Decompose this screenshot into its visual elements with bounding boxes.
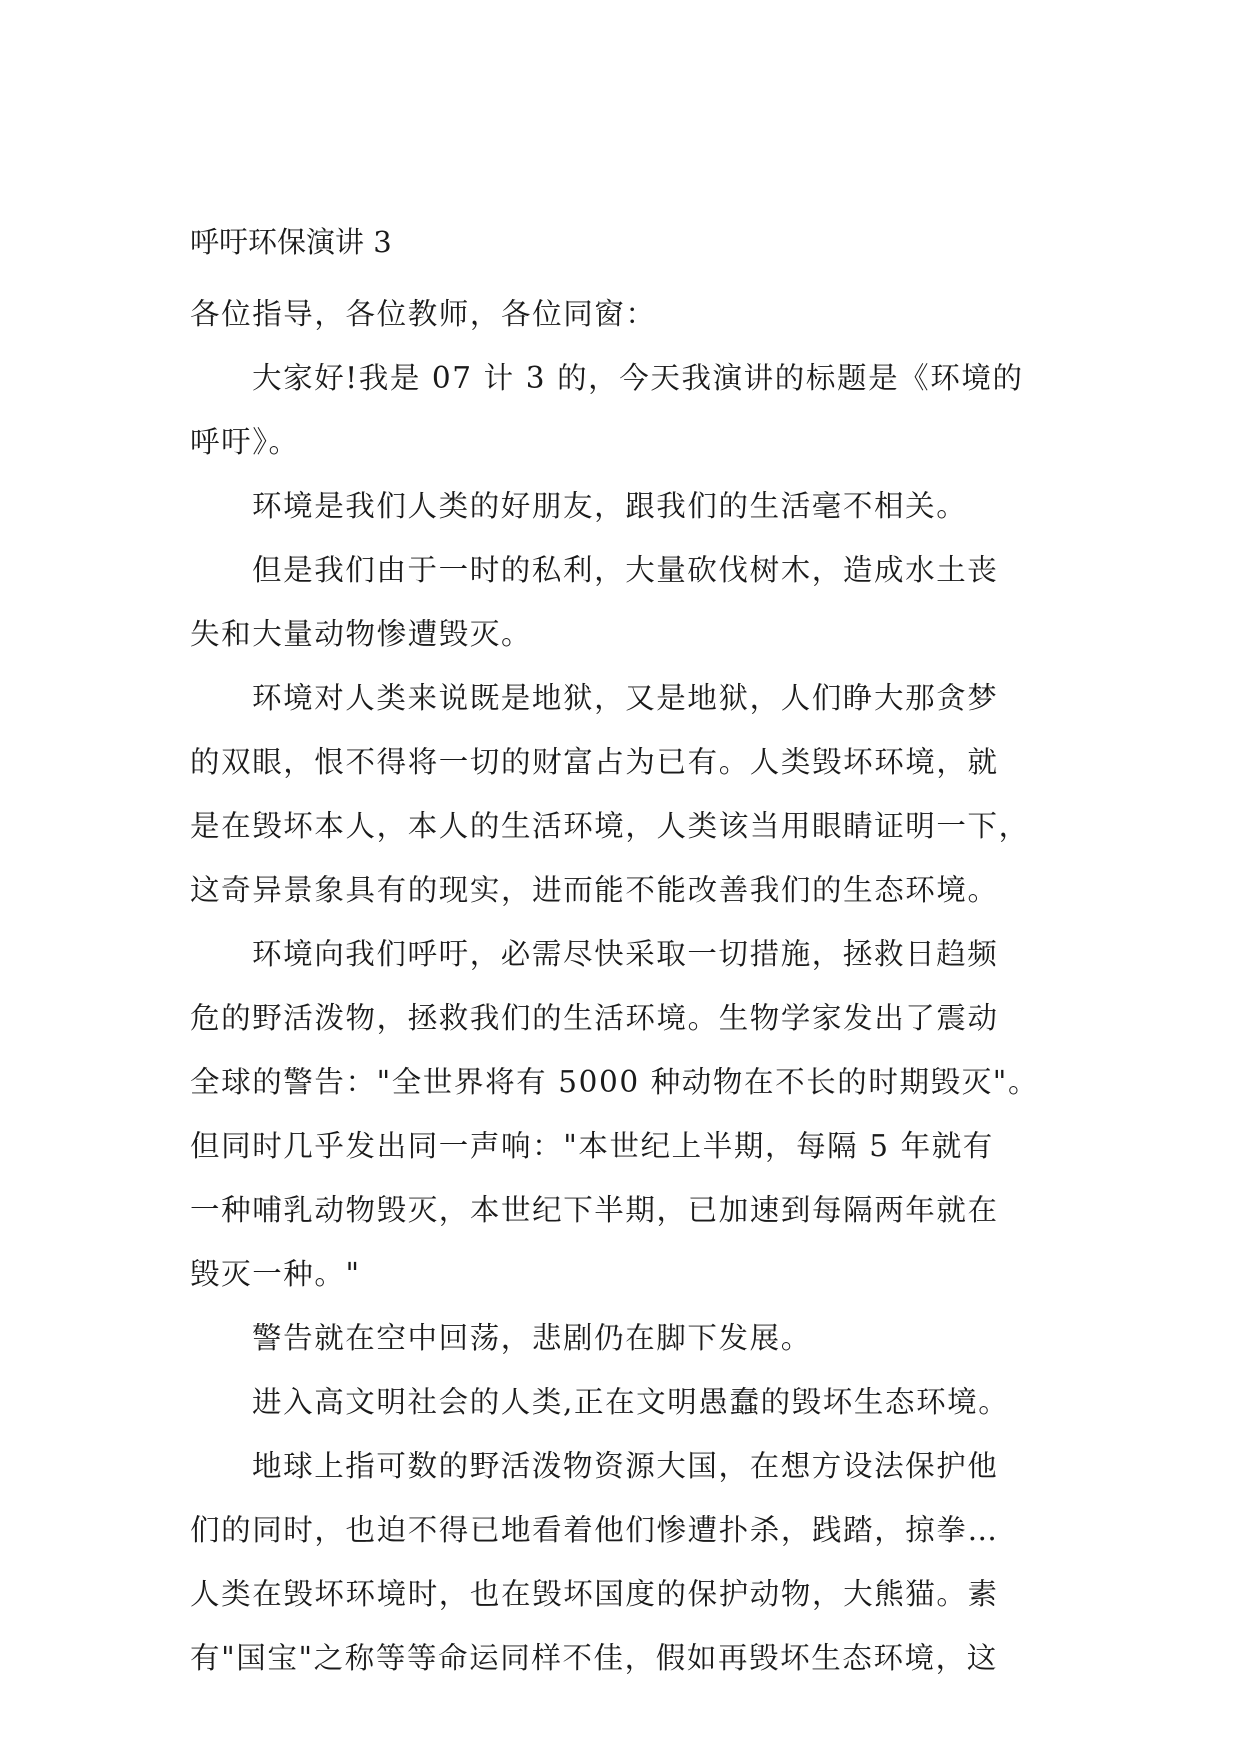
text-line: 的双眼，恨不得将一切的财富占为已有。人类毁坏环境，就 — [190, 745, 999, 779]
text-line: 但同时几乎发出同一声响："本世纪上半期，每隔 5 年就有 — [190, 1129, 994, 1163]
text-line: 毁灭一种。" — [190, 1257, 361, 1291]
text-line: 们的同时，也迫不得已地看着他们惨遭扑杀，践踏，掠拳… — [190, 1513, 999, 1547]
document-body — [190, 222, 1050, 1690]
text-line: 这奇异景象具有的现实，进而能不能改善我们的生态环境。 — [190, 873, 999, 907]
text-line: 各位指导，各位教师，各位同窗： — [190, 297, 657, 331]
text-line: 失和大量动物惨遭毁灭。 — [190, 617, 533, 651]
text-line: 环境是我们人类的好朋友，跟我们的生活毫不相关。 — [252, 489, 968, 523]
text-line: 有"国宝"之称等等命运同样不佳，假如再毁坏生态环境，这 — [190, 1641, 998, 1675]
text-line: 警告就在空中回荡，悲剧仍在脚下发展。 — [252, 1321, 812, 1355]
paragraph-lines — [190, 282, 1050, 1690]
text-line: 全球的警告："全世界将有 5000 种动物在不长的时期毁灭"。 — [190, 1065, 1040, 1099]
text-line: 危的野活泼物，拯救我们的生活环境。生物学家发出了震动 — [190, 1001, 999, 1035]
text-line: 地球上指可数的野活泼物资源大国，在想方设法保护他 — [252, 1449, 999, 1483]
text-line: 环境向我们呼吁，必需尽快采取一切措施，拯救日趋频 — [252, 937, 999, 971]
text-line: 但是我们由于一时的私利，大量砍伐树木，造成水土丧 — [252, 553, 999, 587]
text-line: 进入高文明社会的人类,正在文明愚蠢的毁坏生态环境。 — [252, 1385, 1010, 1419]
text-line: 人类在毁坏环境时，也在毁坏国度的保护动物，大熊猫。素 — [190, 1577, 999, 1611]
text-line: 环境对人类来说既是地狱，又是地狱，人们睁大那贪梦 — [252, 681, 999, 715]
text-line: 呼吁》。 — [190, 425, 300, 459]
document-title: 呼吁环保演讲 3 — [190, 225, 392, 259]
text-line: 一种哺乳动物毁灭，本世纪下半期，已加速到每隔两年就在 — [190, 1193, 999, 1227]
text-line: 大家好!我是 07 计 3 的，今天我演讲的标题是《环境的 — [252, 361, 1024, 395]
text-line: 是在毁坏本人，本人的生活环境，人类该当用眼睛证明一下， — [190, 809, 1030, 843]
